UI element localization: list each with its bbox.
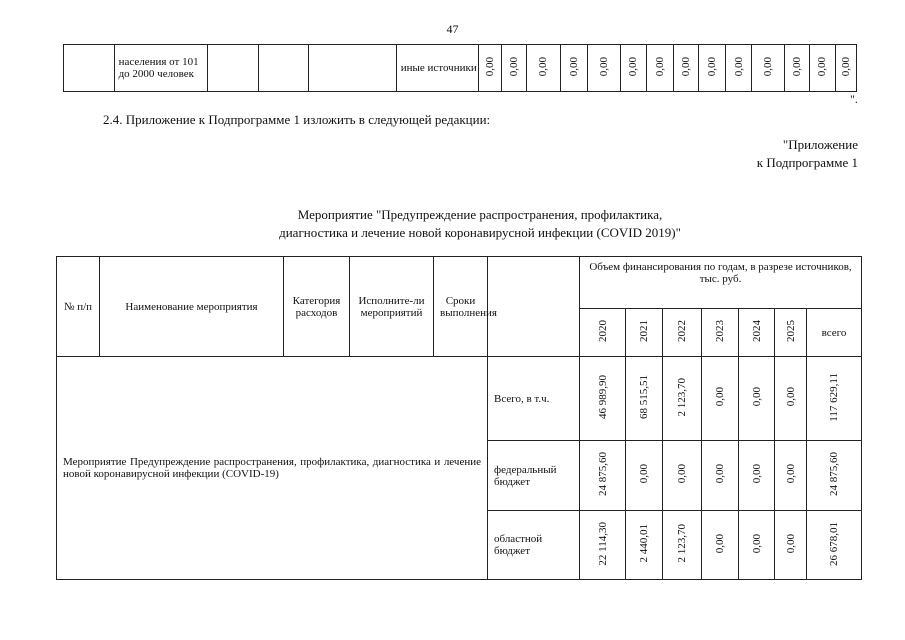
cont-value: 0,00: [501, 45, 526, 92]
value-cell: 0,00: [775, 441, 807, 511]
cont-cell-empty: [64, 45, 115, 92]
cont-label: населения от 101 до 2000 человек: [114, 45, 207, 92]
value-cell: 0,00: [739, 357, 775, 441]
value-cell: 22 114,30: [580, 511, 626, 580]
appendix-heading: "Приложение: [782, 137, 858, 152]
cont-value: 0,00: [560, 45, 587, 92]
table-row: [57, 357, 862, 441]
cont-value: 0,00: [785, 45, 810, 92]
header-source-blank: [488, 257, 580, 357]
title-line-1: Мероприятие "Предупреждение распространения, профилактика,: [297, 207, 663, 222]
appendix-subheading: к Подпрограмме 1: [756, 155, 858, 170]
value-cell: 0,00: [775, 511, 807, 580]
header-category: Категория расходов: [284, 257, 350, 357]
value-cell: 0,00: [702, 357, 739, 441]
value-cell: 0,00: [626, 441, 663, 511]
row-source: Всего, в т.ч.: [488, 357, 580, 441]
header-terms: Сроки выполнения: [434, 257, 488, 357]
value-cell: 0,00: [663, 441, 702, 511]
continuation-table: [63, 44, 857, 92]
value-cell: 68 515,51: [626, 357, 663, 441]
header-year: 2025: [775, 309, 807, 357]
cont-value: 0,00: [751, 45, 784, 92]
header-name: Наименование мероприятия: [100, 257, 284, 357]
header-executor: Исполните-ли мероприятий: [350, 257, 434, 357]
value-cell: 0,00: [702, 511, 739, 580]
header-funding: Объем финансирования по годам, в разрезе источников, тыс. руб.: [580, 257, 862, 309]
value-cell: 0,00: [739, 511, 775, 580]
financing-table: [56, 256, 862, 580]
value-cell: 46 989,90: [580, 357, 626, 441]
amendment-paragraph: 2.4. Приложение к Подпрограмме 1 изложить в следующей редакции:: [103, 112, 491, 127]
title-line-2: диагностика и лечение новой коронавирусной инфекции (COVID 2019)": [279, 225, 681, 240]
cont-value: 0,00: [646, 45, 673, 92]
value-cell: 26 678,01: [807, 511, 862, 580]
cont-cell-empty: [259, 45, 309, 92]
value-cell: 2 440,01: [626, 511, 663, 580]
page-number: 47: [446, 22, 459, 36]
header-year: 2021: [626, 309, 663, 357]
document-title: [150, 206, 810, 242]
cont-value: 0,00: [621, 45, 646, 92]
row-source: областной бюджет: [488, 511, 580, 580]
value-cell: 24 875,60: [580, 441, 626, 511]
cont-value: 0,00: [835, 45, 856, 92]
header-total: всего: [807, 309, 862, 357]
header-year: 2020: [580, 309, 626, 357]
cont-cell-empty: [207, 45, 259, 92]
value-cell: 0,00: [775, 357, 807, 441]
cont-value: 0,00: [726, 45, 751, 92]
cont-source: иные источники: [396, 45, 478, 92]
cont-cell-empty: [308, 45, 396, 92]
cont-value: 0,00: [527, 45, 560, 92]
value-cell: 2 123,70: [663, 511, 702, 580]
cont-value: 0,00: [478, 45, 501, 92]
event-name: Мероприятие Предупреждение распространения, профилактика, диагностика и лечение новой коронавирусной инфекции (COVID-19): [57, 357, 488, 580]
value-cell: 2 123,70: [663, 357, 702, 441]
header-num: № п/п: [57, 257, 100, 357]
closing-quote: ".: [850, 92, 858, 106]
header-year: 2024: [739, 309, 775, 357]
header-year: 2022: [663, 309, 702, 357]
value-cell: 24 875,60: [807, 441, 862, 511]
header-row: [57, 257, 862, 309]
cont-value: 0,00: [699, 45, 726, 92]
continuation-row: [64, 45, 857, 92]
value-cell: 0,00: [702, 441, 739, 511]
row-source: федеральный бюджет: [488, 441, 580, 511]
header-year: 2023: [702, 309, 739, 357]
cont-value: 0,00: [810, 45, 835, 92]
cont-value: 0,00: [673, 45, 698, 92]
cont-value: 0,00: [587, 45, 620, 92]
value-cell: 0,00: [739, 441, 775, 511]
value-cell: 117 629,11: [807, 357, 862, 441]
